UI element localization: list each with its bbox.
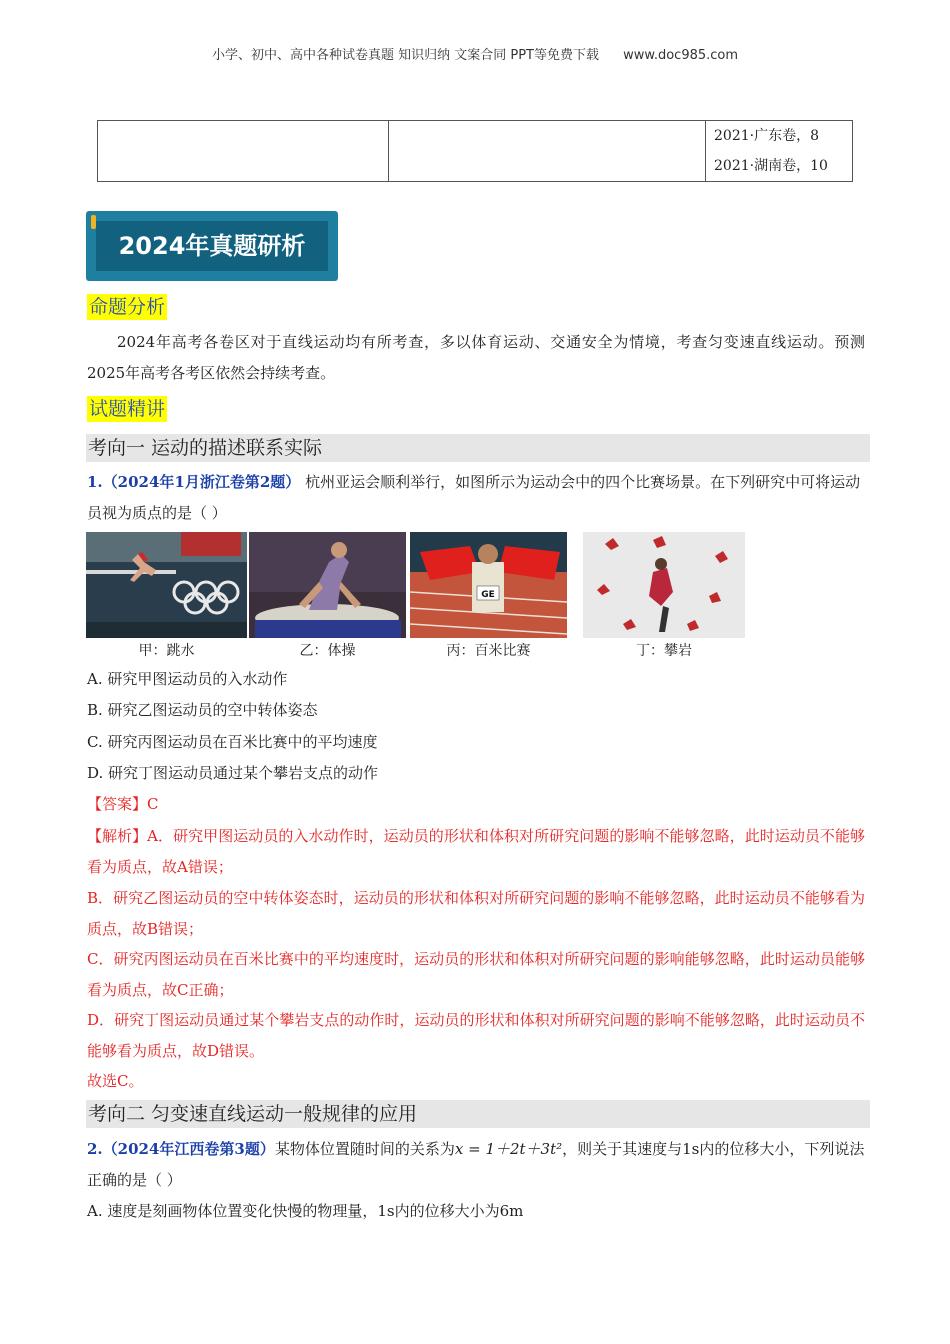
analysis-tag: 命题分析 (89, 296, 166, 318)
table-cell-empty-1 (98, 121, 389, 182)
photo-climbing (583, 532, 745, 638)
option-c: C. 研究丙图运动员在百米比赛中的平均速度 (87, 733, 378, 751)
option-b: B. 研究乙图运动员的空中转体姿态 (87, 701, 318, 719)
header-url[interactable]: www.doc985.com (623, 48, 739, 63)
ref-line-2: 2021·湖南卷，10 (714, 158, 828, 174)
photo-gymnastics (249, 532, 406, 638)
option-d: D. 研究丁图运动员通过某个攀岩支点的动作 (87, 764, 379, 782)
section-2-title: 考向二 匀变速直线运动一般规律的应用 (86, 1100, 870, 1128)
analysis-line-a: 【解析】A．研究甲图运动员的入水动作时，运动员的形状和体积对所研究问题的影响不能够忽略，此时运动员不能够看为质点，故A错误； (87, 827, 865, 876)
table-cell-refs (706, 121, 853, 182)
bib-text: GE (481, 590, 495, 600)
section-1-title: 考向一 运动的描述联系实际 (86, 434, 870, 462)
header-text: 小学、初中、高中各种试卷真题 知识归纳 文案合同 PPT等免费下载 (211, 48, 599, 63)
question-2 (87, 1134, 865, 1196)
photo-sprint (410, 532, 567, 638)
analysis-line-d: D．研究丁图运动员通过某个攀岩支点的动作时，运动员的形状和体积对所研究问题的影响不能够忽略，此时运动员不能够看为质点，故D错误。 (87, 1011, 865, 1060)
section-banner (86, 211, 338, 281)
analysis-line-b: B．研究乙图运动员的空中转体姿态时，运动员的形状和体积对所研究问题的影响不能够忽略，此时运动员不能够看为质点，故B错误； (87, 889, 865, 938)
question-1 (87, 467, 865, 529)
question-2-stem-pre: 某物体位置随时间的关系为 (274, 1140, 455, 1158)
lecture-tag: 试题精讲 (89, 398, 166, 420)
photo-diving (86, 532, 247, 638)
conclusion: 故选C。 (87, 1072, 144, 1090)
question-2-source: 2.（2024年江西卷第3题） (87, 1140, 275, 1158)
question-2-stem-post: ，则关于其速度与1s内的位移大小，下列说法正确的是（ ） (87, 1140, 865, 1189)
caption-climbing: 丁：攀岩 (636, 643, 692, 659)
question-2-formula: x = 1＋2t＋3t² (454, 1140, 563, 1158)
banner-title: 2024年真题研析 (96, 221, 328, 271)
analysis-line-c: C．研究丙图运动员在百米比赛中的平均速度时，运动员的形状和体积对所研究问题的影响能够忽略，此时运动员能够看为质点，故C正确； (87, 950, 865, 999)
option-a: A. 研究甲图运动员的入水动作 (87, 670, 288, 688)
table-cell-empty-2 (389, 121, 706, 182)
caption-gymnastics: 乙：体操 (299, 643, 356, 659)
caption-diving: 甲：跳水 (138, 643, 195, 659)
ref-line-1: 2021·广东卷，8 (714, 128, 819, 144)
question-1-source: 1.（2024年1月浙江卷第2题） (87, 473, 301, 491)
question-1-stem: 杭州亚运会顺利举行，如图所示为运动会中的四个比赛场景。在下列研究中可将运动员视为质点的是（ ） (87, 473, 861, 522)
q2-option-a: A. 速度是刻画物体位置变化快慢的物理量，1s内的位移大小为6m (87, 1202, 524, 1220)
reference-table (97, 120, 853, 182)
page-header (0, 44, 950, 63)
analysis-text: 2024年高考各卷区对于直线运动均有所考查，多以体育运动、交通安全为情境，考查匀变速直线运动。预测2025年高考各考区依然会持续考查。 (87, 333, 865, 382)
answer-label: 【答案】C (87, 795, 159, 813)
caption-sprint: 丙：百米比赛 (446, 643, 531, 659)
